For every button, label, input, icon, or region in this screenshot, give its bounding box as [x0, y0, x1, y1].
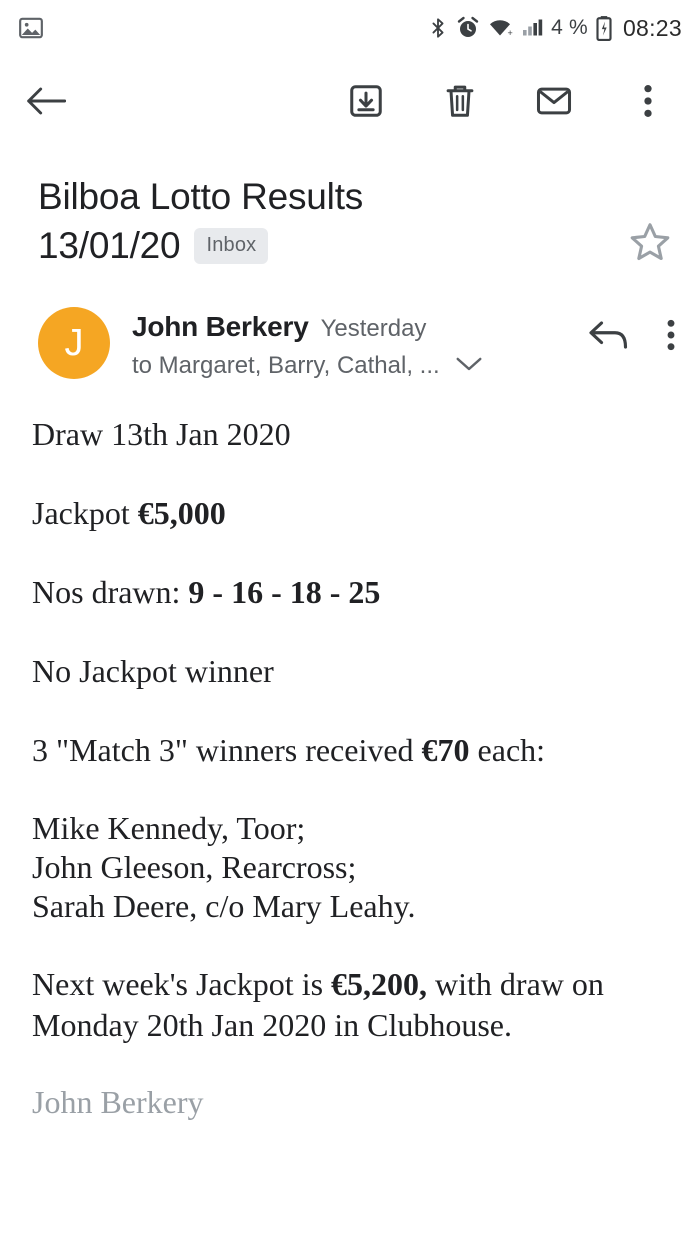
battery-icon	[595, 15, 613, 41]
email-body	[0, 380, 700, 1046]
label-chip-inbox[interactable]: Inbox	[194, 228, 268, 264]
reply-icon[interactable]	[588, 318, 630, 357]
status-bar-left	[18, 15, 44, 41]
back-button[interactable]	[22, 77, 70, 125]
avatar[interactable]: J	[38, 307, 110, 379]
mark-unread-icon[interactable]	[530, 77, 578, 125]
next-week-prefix: Next week's Jackpot is	[32, 965, 332, 1002]
toolbar-actions	[342, 77, 678, 125]
match3-suffix: each:	[469, 731, 546, 768]
nos-drawn-label: Nos drawn:	[32, 574, 189, 611]
sender-name[interactable]: John Berkery	[132, 311, 309, 343]
email-signature: John Berkery	[32, 1083, 204, 1120]
subject-meta	[38, 225, 664, 267]
recipients-label: to Margaret, Barry, Cathal, ...	[132, 352, 440, 380]
wifi-icon	[487, 16, 513, 40]
chevron-down-icon[interactable]	[454, 354, 484, 379]
status-bar-right	[427, 15, 682, 42]
email-time: Yesterday	[320, 315, 427, 343]
sender-meta	[132, 307, 578, 380]
sender-row	[0, 267, 700, 380]
sender-actions	[588, 307, 676, 358]
body-line-no-winner: No Jackpot winner	[32, 652, 274, 689]
battery-percent: 4 %	[551, 16, 588, 39]
body-line-next-week	[32, 964, 668, 1046]
page-title: Bilboa Lotto Results	[38, 176, 364, 217]
jackpot-label: Jackpot	[32, 495, 138, 532]
svg-text:+: +	[507, 28, 513, 38]
bluetooth-icon	[427, 16, 449, 40]
sender-bottom[interactable]	[132, 352, 578, 380]
next-week-amount: €5,200,	[331, 965, 428, 1002]
nos-drawn-value: 9 - 16 - 18 - 25	[188, 574, 381, 611]
body-line-jackpot	[32, 493, 668, 534]
subject-block	[0, 146, 700, 267]
jackpot-value: €5,000	[137, 495, 226, 532]
list-item: Sarah Deere, c/o Mary Leahy.	[32, 887, 416, 924]
body-line-match3	[32, 730, 668, 771]
match3-amount: €70	[421, 731, 470, 768]
body-line-numbers	[32, 572, 668, 613]
winners-list	[32, 809, 668, 926]
next-week-suffix: with draw on Monday 20th Jan 2020 in Clubhouse.	[32, 965, 604, 1043]
alarm-icon	[456, 16, 480, 40]
list-item: Mike Kennedy, Toor;	[32, 809, 306, 846]
body-line-draw: Draw 13th Jan 2020	[32, 416, 291, 453]
app-toolbar	[0, 56, 700, 146]
match3-prefix: 3 "Match 3" winners received	[32, 731, 422, 768]
delete-icon[interactable]	[436, 77, 484, 125]
sender-top	[132, 311, 578, 343]
message-more-options-icon[interactable]	[666, 317, 676, 358]
email-date: 13/01/20	[38, 225, 181, 267]
more-options-icon[interactable]	[624, 77, 672, 125]
list-item: John Gleeson, Rearcross;	[32, 848, 357, 885]
archive-icon[interactable]	[342, 77, 390, 125]
status-bar	[0, 0, 700, 56]
star-button[interactable]	[628, 220, 672, 269]
signal-icon	[520, 16, 544, 40]
status-clock: 08:23	[622, 14, 682, 41]
image-icon	[18, 15, 44, 41]
